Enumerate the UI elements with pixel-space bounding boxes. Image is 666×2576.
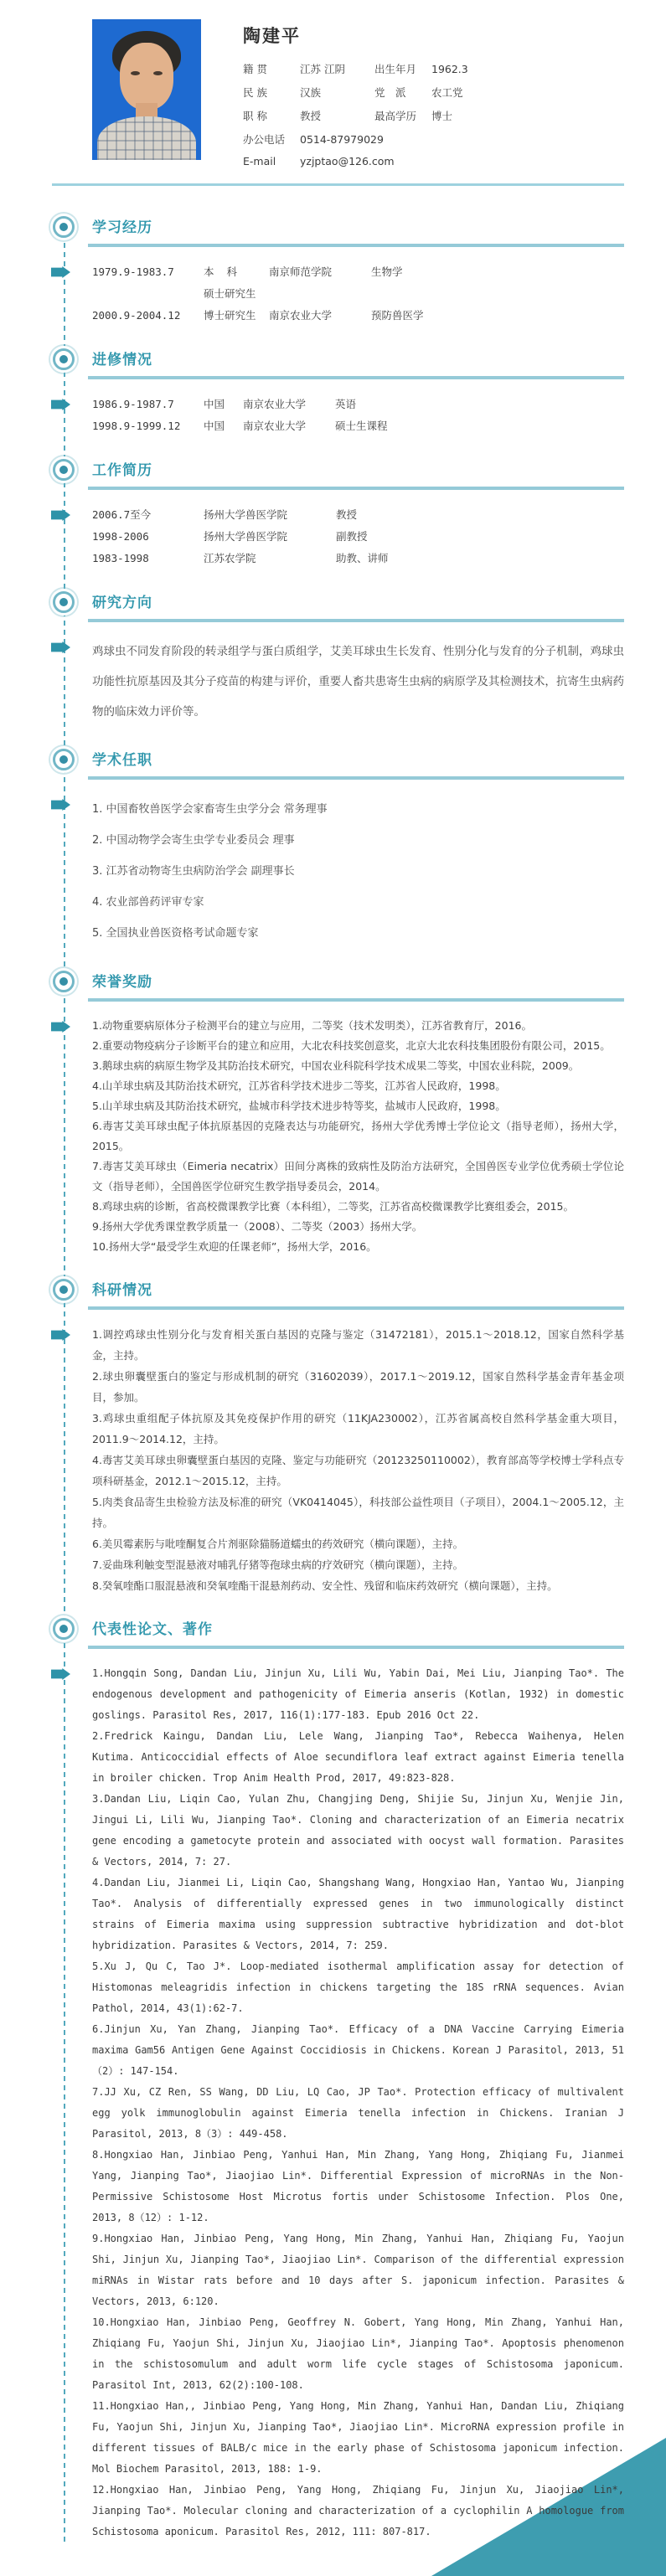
sections: [0, 219, 666, 2543]
positions-body: [0, 794, 666, 949]
education-row: [92, 261, 624, 283]
research-head: [0, 595, 666, 622]
training-course: 硕士生课程: [335, 420, 388, 432]
photo-face: [120, 43, 173, 110]
section-honors: [0, 974, 666, 1257]
honor-item: 4.山羊球虫病及其防治技术研究，江苏省科学技术进步二等奖，江苏省人民政府，1998。: [92, 1079, 506, 1092]
education-school: 南京农业大学: [269, 309, 333, 322]
education-period: [92, 283, 204, 305]
info-value: 汉族: [300, 86, 322, 99]
timeline-arrow-icon: [51, 641, 70, 653]
project-item: 2.球虫卵囊壁蛋白的鉴定与形成机制的研究（31602039），2017.1～2019.12，国家自然科学基金青年基金项目，参加。: [92, 1370, 624, 1404]
training-table: [92, 394, 624, 437]
training-school: 南京农业大学: [243, 398, 307, 410]
header-divider: [52, 183, 624, 186]
research-body: [0, 636, 666, 727]
info-pair: [374, 85, 632, 100]
work-position: 教授: [336, 508, 358, 521]
training-school: 南京农业大学: [243, 420, 307, 432]
publication-item: 10.Hongxiao Han, Jinbiao Peng, Geoffrey N. Gobert, Yang Hong, Min Zhang, Yanhui Han, Zhiqiang Fu, Yaojun Shi, Jinjun Xu, Jiaojiao Lin*, Jianping Tao*. Apoptosis phenomenon in the schistosomulum and adult worm life cycle stages of Schistosoma japonicum. Parasitol Int, 2013, 62(2):100-108.: [92, 2316, 624, 2391]
position-item: 2. 中国动物学会寄生虫学专业委员会 理事: [92, 834, 295, 847]
publication-item: 11.Hongxiao Han,, Jinbiao Peng, Yang Hong, Min Zhang, Yanhui Han, Dandan Liu, Zhiqiang Fu, Yaojun Shi, Jinjun Xu, Jianping Tao*, Jiaojiao Lin*. MicroRNA expression profile in different tissues of BALB/c mice in the early phase of Schistosoma japonicum infection. Mol Biochem Parasitol, 2013, 188: 1-9.: [92, 2400, 624, 2475]
education-degree: 硕士研究生: [204, 287, 256, 300]
photo-left-eye: [131, 71, 140, 75]
project-item: 8.癸氧喹酯口服混悬液和癸氧喹酯干混悬剂药动、安全性、残留和临床药效研究（横向课题），主持。: [92, 1579, 558, 1592]
education-row: [92, 283, 624, 305]
work-row: [92, 548, 624, 569]
publication-item: 4.Dandan Liu, Jianmei Li, Liqin Cao, Shangshang Wang, Hongxiao Han, Yantao Wu, Jianping Tao*. Analysis of differentially expressed genes in two immunologically distinct strains of Eimeria maxima using suppression subtractive hybridization and dot-blot hybridization. Parasites & Vectors, 2014, 7: 259.: [92, 1877, 624, 1951]
section-rule: [88, 487, 624, 490]
contact-pair: [243, 155, 632, 167]
info-label: 职 称: [243, 110, 267, 122]
timeline-node-icon: [53, 971, 75, 992]
photo-shirt: [97, 116, 196, 160]
section-rule: [88, 998, 624, 1002]
info-label: 民 族: [243, 86, 267, 99]
section-rule: [88, 776, 624, 780]
info-label: 出生年月: [374, 63, 417, 75]
training-head: [0, 352, 666, 379]
section-rule: [88, 244, 624, 247]
positions-list: [92, 794, 624, 949]
info-pair: [243, 108, 374, 123]
honor-item: 3.鹅球虫病的病原生物学及其防治技术研究，中国农业科院科学技术成果二等奖，中国农业科院，2009。: [92, 1059, 580, 1072]
section-title-honors: 荣誉奖励: [92, 974, 152, 991]
education-major: 生物学: [371, 265, 403, 278]
training-row: [92, 415, 624, 437]
info-label: 最高学历: [374, 110, 417, 122]
timeline-arrow-icon: [51, 1329, 70, 1341]
education-period: 2000.9-2004.12: [92, 309, 181, 322]
publication-item: 9.Hongxiao Han, Jinbiao Peng, Yang Hong, Min Zhang, Yanhui Han, Zhiqiang Fu, Yaojun Shi, Jinjun Xu, Jianping Tao*, Jiaojiao Lin*. Comparison of the differential expression miRNAs in Wistar rats before and 10 days after S. japonicum infection. Parasites & Vectors, 2013, 6:120.: [92, 2233, 624, 2307]
honors-list: [92, 1016, 624, 1257]
section-title-projects: 科研情况: [92, 1282, 152, 1299]
work-period: 2006.7至今: [92, 508, 152, 521]
publication-item: 12.Hongxiao Han, Jinbiao Peng, Yang Hong, Zhiqiang Fu, Jinjun Xu, Jiaojiao Lin*, Jianping Tao*. Molecular cloning and characterization of a cyclophilin A homologue from Schistosoma aponicum. Parasitol Res, 2012, 111: 807-817.: [92, 2484, 624, 2537]
timeline-node-icon: [53, 216, 75, 238]
timeline-arrow-icon: [51, 266, 70, 278]
education-period: 1979.9-1983.7: [92, 265, 174, 278]
publications-body: [0, 1663, 666, 2543]
publication-item: 6.Jinjun Xu, Yan Zhang, Jianping Tao*. Efficacy of a DNA Vaccine Carrying Eimeria maxima Gam56 Antigen Gene Against Coccidiosis in Chickens. Korean J Parasitol, 2013, 51（2）: 147-154.: [92, 2023, 624, 2077]
work-body: [0, 504, 666, 569]
project-item: 6.美贝霉素肟与吡喹酮复合片剂驱除猫肠道蠕虫的药效研究（横向课题），主持。: [92, 1538, 464, 1550]
projects-list: [92, 1324, 624, 1596]
section-work: [0, 462, 666, 569]
work-position: 副教授: [336, 530, 368, 543]
section-training: [0, 352, 666, 437]
info-value: 1962.3: [431, 63, 468, 75]
publications-list: [92, 1663, 624, 2543]
work-head: [0, 462, 666, 490]
work-row: [92, 504, 624, 526]
publications-head: [0, 1621, 666, 1649]
publication-item: 8.Hongxiao Han, Jinbiao Peng, Yanhui Han, Min Zhang, Yang Hong, Zhiqiang Fu, Jianmei Yang, Jianping Tao*, Jiaojiao Lin*. Differential Expression of microRNAs in the Non-Permissive Schistosome Host Microtus fortis under Schistosome Infection. Plos One, 2013, 8（12）: 1-12.: [92, 2149, 624, 2223]
info-label: 籍 贯: [243, 63, 267, 75]
project-item: 1.调控鸡球虫性别分化与发育相关蛋白基因的克隆与鉴定（31472181），2015.1～2018.12，国家自然科学基金，主持。: [92, 1328, 624, 1362]
education-degree: 博士研究生: [204, 309, 256, 322]
publication-item: 1.Hongqin Song, Dandan Liu, Jinjun Xu, Lili Wu, Yabin Dai, Mei Liu, Jianping Tao*. The endogenous development and pathogenicity of Eimeria anseris (Kotlan, 1932) in domestic goslings. Parasitol Res, 2017, 116(1):177-183. Epub 2016 Oct 22.: [92, 1667, 624, 1721]
training-period: 1998.9-1999.12: [92, 420, 181, 432]
position-item: 1. 中国畜牧兽医学会家畜寄生虫学分会 常务理事: [92, 803, 328, 816]
person-name: 陶建平: [243, 26, 301, 46]
timeline-node-icon: [53, 591, 75, 613]
publication-item: 2.Fredrick Kaingu, Dandan Liu, Lele Wang, Jianping Tao*, Rebecca Waihenya, Helen Kutima. Anticoccidial effects of Aloe secundiflora leaf extract against Eimeria tenella in broiler chicken. Trop Anim Health Prod, 2017, 49:823-828.: [92, 1730, 624, 1784]
section-title-work: 工作简历: [92, 462, 152, 479]
timeline-arrow-icon: [51, 799, 70, 811]
education-row: [92, 305, 624, 327]
positions-head: [0, 752, 666, 780]
position-item: 3. 江苏省动物寄生虫病防治学会 副理事长: [92, 865, 295, 878]
honor-item: 5.山羊球虫病及其防治技术研究，盐城市科学技术进步特等奖，盐城市人民政府，1998。: [92, 1100, 506, 1112]
position-item: 4. 农业部兽药评审专家: [92, 896, 204, 909]
training-country: 中国: [204, 398, 225, 410]
projects-head: [0, 1282, 666, 1310]
info-pair: [243, 85, 374, 100]
honor-item: 1.动物重要病原体分子检测平台的建立与应用，二等奖（技术发明类），江苏省教育厅，2016。: [92, 1019, 532, 1032]
info-pair: [374, 108, 632, 123]
timeline-arrow-icon: [51, 1668, 70, 1680]
contact-label: 办公电话: [243, 133, 286, 146]
info-value: 教授: [300, 110, 322, 122]
education-school: 南京师范学院: [269, 265, 333, 278]
contact-label: E-mail: [243, 155, 276, 167]
education-body: [0, 261, 666, 327]
timeline-node-icon: [53, 1279, 75, 1301]
work-position: 助教、讲师: [336, 552, 389, 564]
projects-body: [0, 1324, 666, 1596]
section-rule: [88, 1646, 624, 1649]
section-rule: [88, 376, 624, 379]
publication-item: 5.Xu J, Qu C, Tao J*. Loop-mediated isothermal amplification assay for detection of Histomonas meleagridis infection in chickens targeting the 18S rRNA sequences. Avian Pathol, 2014, 43(1):62-7.: [92, 1960, 624, 2014]
honor-item: 2.重要动物疫病分子诊断平台的建立和应用，大北农科技奖创意奖，北京大北农科技集团股份有限公司，2015。: [92, 1039, 611, 1052]
honor-item: 9.扬州大学优秀课堂教学质量一（2008）、二等奖（2003）扬州大学。: [92, 1220, 423, 1233]
honor-item: 7.毒害艾美耳球虫（Eimeria necatrix）田间分离株的致病性及防治方法研究，全国兽医专业学位优秀硕士学位论文（指导老师），全国兽医学位研究生教学指导委员会，2014。: [92, 1160, 624, 1193]
contact-value: yzjptao@126.com: [300, 155, 395, 167]
section-title-training: 进修情况: [92, 352, 152, 368]
project-item: 4.毒害艾美耳球虫卵囊壁蛋白基因的克隆、鉴定与功能研究（20123250110002），教育部高等学校博士学科点专项科研基金，2012.1～2015.12，主持。: [92, 1454, 624, 1487]
education-table: [92, 261, 624, 327]
contact-value: 0514-87979029: [300, 133, 384, 146]
section-positions: [0, 752, 666, 949]
education-head: [0, 219, 666, 247]
section-title-publications: 代表性论文、著作: [92, 1621, 213, 1638]
section-rule: [88, 1306, 624, 1310]
info-grid: [243, 61, 632, 167]
publication-item: 7.JJ Xu, CZ Ren, SS Wang, DD Liu, LQ Cao, JP Tao*. Protection efficacy of multivalent egg yolk immunoglobulin against Eimeria tenella infection in Chickens. Iranian J Parasitol, 2013, 8（3）: 449-458.: [92, 2086, 624, 2140]
section-education: [0, 219, 666, 327]
photo-right-eye: [153, 71, 163, 75]
honor-item: 8.鸡球虫病的诊断，省高校微课教学比赛（本科组），二等奖，江苏省高校微课教学比赛组委会，2015。: [92, 1200, 574, 1213]
project-item: 3.鸡球虫重组配子体抗原及其免疫保护作用的研究（11KJA230002），江苏省属高校自然科学基金重大项目，2011.9～2014.12，主持。: [92, 1412, 624, 1445]
info-pair: [374, 61, 632, 76]
timeline-arrow-icon: [51, 509, 70, 521]
section-rule: [88, 619, 624, 622]
section-title-education: 学习经历: [92, 219, 152, 236]
timeline-node-icon: [53, 348, 75, 370]
work-period: 1998-2006: [92, 530, 149, 543]
training-period: 1986.9-1987.7: [92, 398, 174, 410]
training-country: 中国: [204, 420, 225, 432]
timeline-arrow-icon: [51, 1021, 70, 1033]
section-publications: [0, 1621, 666, 2543]
education-major: 预防兽医学: [371, 309, 424, 322]
research-direction-text: 鸡球虫不同发育阶段的转录组学与蛋白质组学，艾美耳球虫生长发育、性别分化与发育的分子机制，鸡球虫功能性抗原基因及其分子疫苗的构建与评价，重要人畜共患寄生虫病的病原学及其检测技术，抗寄生虫病药物的临床效力评价等。: [92, 645, 624, 719]
section-research: [0, 595, 666, 727]
position-item: 5. 全国执业兽医资格考试命题专家: [92, 927, 259, 940]
info-label: 党 派: [374, 86, 406, 99]
publication-item: 3.Dandan Liu, Liqin Cao, Yulan Zhu, Changjing Deng, Shijie Su, Jinjun Xu, Wenjie Jin, Jingui Li, Lili Wu, Jianping Tao*. Cloning and characterization of an Eimeria necatrix gene encoding a gametocyte protein and associated with oocyst wall formation. Parasites & Vectors, 2014, 7: 27.: [92, 1793, 624, 1868]
honors-head: [0, 974, 666, 1002]
work-organization: 扬州大学兽医学院: [204, 508, 288, 521]
project-item: 7.妥曲珠利触变型混悬液对哺乳仔猪等孢球虫病的疗效研究（横向课题），主持。: [92, 1558, 464, 1571]
work-row: [92, 526, 624, 548]
project-item: 5.肉类食品寄生虫检验方法及标准的研究（VK0414045），科技部公益性项目（子项目），2004.1～2005.12，主持。: [92, 1496, 624, 1529]
header: [0, 0, 666, 167]
training-row: [92, 394, 624, 415]
info-value: 博士: [431, 110, 453, 122]
training-body: [0, 394, 666, 437]
work-period: 1983-1998: [92, 552, 149, 564]
profile-photo: [92, 19, 201, 160]
timeline-node-icon: [53, 749, 75, 770]
honor-item: 6.毒害艾美耳球虫配子体抗原基因的克隆表达与功能研究，扬州大学优秀博士学位论文（指导老师），扬州大学，2015。: [92, 1120, 624, 1152]
honor-item: 10.扬州大学“最受学生欢迎的任课老师”，扬州大学，2016。: [92, 1240, 377, 1253]
work-organization: 扬州大学兽医学院: [204, 530, 288, 543]
timeline-node-icon: [53, 1618, 75, 1640]
header-info: [243, 19, 632, 167]
work-table: [92, 504, 624, 569]
work-organization: 江苏农学院: [204, 552, 256, 564]
honors-body: [0, 1016, 666, 1257]
section-title-research: 研究方向: [92, 595, 152, 611]
education-school: [269, 283, 371, 305]
education-degree: 本 科: [204, 265, 238, 278]
info-value: 江苏 江阴: [300, 63, 345, 75]
section-projects: [0, 1282, 666, 1596]
timeline-node-icon: [53, 459, 75, 481]
info-value: 农工党: [431, 86, 463, 99]
training-course: 英语: [335, 398, 357, 410]
timeline-arrow-icon: [51, 399, 70, 410]
education-major: [371, 283, 624, 305]
info-pair: [243, 61, 374, 76]
contact-pair: [243, 131, 632, 147]
section-title-positions: 学术任职: [92, 752, 152, 769]
